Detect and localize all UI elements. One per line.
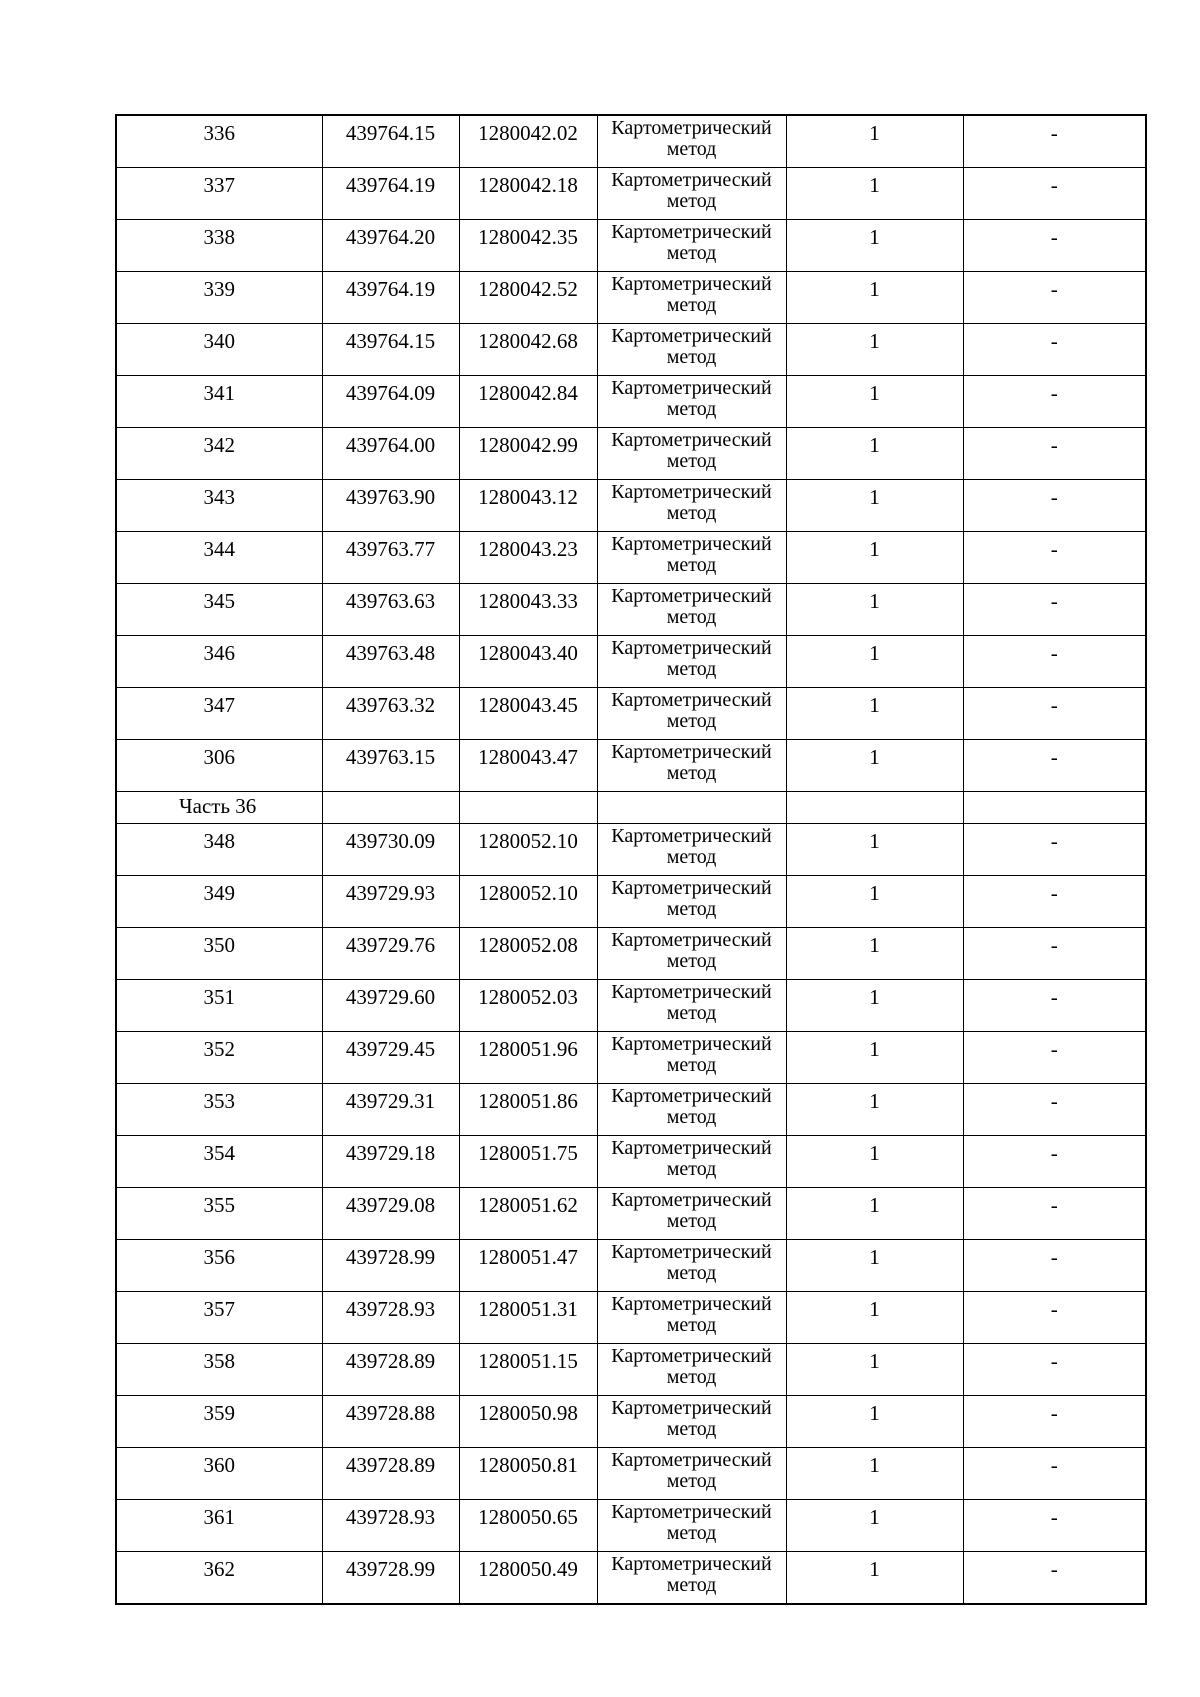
point-number: 338 [116,220,322,272]
method-text-line: метод [666,242,717,264]
coordinate-y: 1280051.62 [459,1188,597,1240]
table-row [116,1084,1146,1136]
note: - [963,740,1146,792]
coordinate-x: 439764.15 [322,115,459,168]
coordinate-x: 439763.77 [322,532,459,584]
method-cell [597,376,786,428]
note: - [963,1396,1146,1448]
method-text-line: Картометрический [611,981,772,1003]
point-number: 358 [116,1344,322,1396]
point-number: 356 [116,1240,322,1292]
table-row [116,740,1146,792]
method-cell [597,324,786,376]
method-text-line: метод [666,138,717,160]
note: - [963,1032,1146,1084]
accuracy: 1 [786,1084,963,1136]
coordinate-x: 439764.15 [322,324,459,376]
method-text-line: Картометрический [611,1345,772,1367]
method-cell [597,824,786,876]
point-number: 353 [116,1084,322,1136]
accuracy: 1 [786,1292,963,1344]
table-row [116,1136,1146,1188]
note: - [963,1188,1146,1240]
note: - [963,1448,1146,1500]
table-row [116,115,1146,168]
table-row [116,980,1146,1032]
coordinate-y: 1280051.47 [459,1240,597,1292]
method-cell [597,1188,786,1240]
method-cell [597,272,786,324]
accuracy: 1 [786,1136,963,1188]
table-row [116,220,1146,272]
method-text-line: Картометрический [611,689,772,711]
table-row [116,532,1146,584]
table-row [116,480,1146,532]
method-text-line: Картометрический [611,741,772,763]
method-cell [597,1552,786,1605]
note: - [963,376,1146,428]
method-text-line: метод [666,190,717,212]
note: - [963,688,1146,740]
table-row [116,324,1146,376]
coordinate-x: 439729.60 [322,980,459,1032]
method-text-line: Картометрический [611,1033,772,1055]
method-cell [597,428,786,480]
coordinate-y: 1280051.75 [459,1136,597,1188]
accuracy: 1 [786,740,963,792]
note: - [963,876,1146,928]
coordinate-y: 1280043.40 [459,636,597,688]
coordinate-y: 1280052.10 [459,824,597,876]
accuracy: 1 [786,928,963,980]
empty-cell [322,792,459,824]
method-cell [597,115,786,168]
coordinate-y: 1280042.35 [459,220,597,272]
method-text-line: метод [666,502,717,524]
point-number: 359 [116,1396,322,1448]
accuracy: 1 [786,324,963,376]
accuracy: 1 [786,636,963,688]
method-text-line: метод [666,554,717,576]
method-text-line: Картометрический [611,1397,772,1419]
table-row [116,1396,1146,1448]
note: - [963,1500,1146,1552]
coordinate-y: 1280042.52 [459,272,597,324]
coordinate-x: 439729.31 [322,1084,459,1136]
method-text-line: Картометрический [611,1085,772,1107]
point-number: 337 [116,168,322,220]
accuracy: 1 [786,876,963,928]
note: - [963,532,1146,584]
method-cell [597,1396,786,1448]
point-number: 344 [116,532,322,584]
method-text-line: Картометрический [611,1189,772,1211]
method-text-line: Картометрический [611,533,772,555]
method-cell [597,168,786,220]
point-number: 343 [116,480,322,532]
coordinate-x: 439763.15 [322,740,459,792]
coordinate-x: 439728.93 [322,1500,459,1552]
table-row [116,636,1146,688]
point-number: 336 [116,115,322,168]
method-text-line: метод [666,606,717,628]
note: - [963,480,1146,532]
accuracy: 1 [786,168,963,220]
point-number: 306 [116,740,322,792]
part-label: Часть 36 [116,792,322,824]
method-text-line: Картометрический [611,429,772,451]
point-number: 347 [116,688,322,740]
method-cell [597,928,786,980]
method-cell [597,1500,786,1552]
coordinate-x: 439728.99 [322,1240,459,1292]
method-text-line: Картометрический [611,221,772,243]
method-text-line: метод [666,1470,717,1492]
coordinate-x: 439728.99 [322,1552,459,1605]
point-number: 340 [116,324,322,376]
accuracy: 1 [786,980,963,1032]
method-text-line: Картометрический [611,1293,772,1315]
method-text-line: Картометрический [611,585,772,607]
coordinate-y: 1280043.23 [459,532,597,584]
method-text-line: Картометрический [611,169,772,191]
method-text-line: Картометрический [611,1501,772,1523]
coordinate-y: 1280052.08 [459,928,597,980]
method-text-line: Картометрический [611,1449,772,1471]
coordinate-x: 439764.19 [322,272,459,324]
note: - [963,324,1146,376]
point-number: 351 [116,980,322,1032]
note: - [963,1344,1146,1396]
coordinate-x: 439729.45 [322,1032,459,1084]
accuracy: 1 [786,824,963,876]
method-text-line: метод [666,294,717,316]
table-row [116,688,1146,740]
method-text-line: метод [666,1314,717,1336]
method-text-line: метод [666,950,717,972]
coordinate-x: 439728.93 [322,1292,459,1344]
point-number: 354 [116,1136,322,1188]
coordinate-x: 439763.48 [322,636,459,688]
note: - [963,824,1146,876]
table-row [116,1032,1146,1084]
coordinate-y: 1280042.68 [459,324,597,376]
point-number: 349 [116,876,322,928]
coordinate-x: 439764.00 [322,428,459,480]
table-row [116,1344,1146,1396]
accuracy: 1 [786,220,963,272]
coordinate-y: 1280043.47 [459,740,597,792]
empty-cell [597,792,786,824]
coordinate-x: 439729.08 [322,1188,459,1240]
note: - [963,980,1146,1032]
part-header-row [116,792,1146,824]
method-cell [597,1032,786,1084]
method-text-line: метод [666,1522,717,1544]
method-text-line: Картометрический [611,825,772,847]
empty-cell [786,792,963,824]
accuracy: 1 [786,376,963,428]
note: - [963,1084,1146,1136]
table-row [116,1240,1146,1292]
coordinate-y: 1280042.02 [459,115,597,168]
note: - [963,168,1146,220]
point-number: 362 [116,1552,322,1605]
coordinate-x: 439763.63 [322,584,459,636]
coordinate-y: 1280051.15 [459,1344,597,1396]
method-cell [597,1084,786,1136]
table-row [116,376,1146,428]
point-number: 339 [116,272,322,324]
coordinate-x: 439728.89 [322,1448,459,1500]
method-text-line: Картометрический [611,117,772,139]
accuracy: 1 [786,584,963,636]
method-text-line: метод [666,1106,717,1128]
table-row [116,584,1146,636]
coordinate-x: 439764.19 [322,168,459,220]
document-page [115,114,1145,1605]
coordinate-y: 1280051.96 [459,1032,597,1084]
accuracy: 1 [786,115,963,168]
method-text-line: метод [666,1002,717,1024]
coordinate-y: 1280043.12 [459,480,597,532]
method-cell [597,1448,786,1500]
method-text-line: Картометрический [611,1241,772,1263]
coordinate-y: 1280043.33 [459,584,597,636]
coordinate-x: 439764.09 [322,376,459,428]
coordinate-x: 439763.90 [322,480,459,532]
coordinate-x: 439728.88 [322,1396,459,1448]
point-number: 360 [116,1448,322,1500]
coordinate-x: 439729.76 [322,928,459,980]
point-number: 346 [116,636,322,688]
point-number: 355 [116,1188,322,1240]
method-cell [597,688,786,740]
method-text-line: Картометрический [611,637,772,659]
point-number: 350 [116,928,322,980]
method-text-line: Картометрический [611,481,772,503]
coordinate-y: 1280042.84 [459,376,597,428]
coordinate-y: 1280052.10 [459,876,597,928]
table-row [116,876,1146,928]
note: - [963,272,1146,324]
table-row [116,1448,1146,1500]
table-row [116,1292,1146,1344]
method-text-line: метод [666,450,717,472]
note: - [963,636,1146,688]
point-number: 345 [116,584,322,636]
method-cell [597,1240,786,1292]
method-cell [597,740,786,792]
accuracy: 1 [786,1500,963,1552]
table-row [116,1552,1146,1605]
note: - [963,1240,1146,1292]
method-cell [597,636,786,688]
coordinates-table-body [116,115,1146,1604]
coordinate-y: 1280043.45 [459,688,597,740]
method-text-line: метод [666,1158,717,1180]
method-text-line: метод [666,398,717,420]
method-text-line: метод [666,1262,717,1284]
coordinate-y: 1280050.49 [459,1552,597,1605]
coordinate-x: 439763.32 [322,688,459,740]
accuracy: 1 [786,1240,963,1292]
method-text-line: метод [666,710,717,732]
coordinate-x: 439729.18 [322,1136,459,1188]
method-cell [597,584,786,636]
coordinate-y: 1280050.65 [459,1500,597,1552]
accuracy: 1 [786,428,963,480]
method-cell [597,980,786,1032]
method-text-line: метод [666,1054,717,1076]
accuracy: 1 [786,532,963,584]
method-text-line: Картометрический [611,877,772,899]
coordinate-x: 439729.93 [322,876,459,928]
method-text-line: Картометрический [611,1553,772,1575]
coordinate-y: 1280051.86 [459,1084,597,1136]
method-cell [597,1136,786,1188]
accuracy: 1 [786,272,963,324]
method-text-line: метод [666,846,717,868]
method-text-line: Картометрический [611,325,772,347]
point-number: 341 [116,376,322,428]
method-text-line: метод [666,1418,717,1440]
coordinate-y: 1280042.18 [459,168,597,220]
method-text-line: Картометрический [611,377,772,399]
method-text-line: метод [666,1210,717,1232]
coordinate-y: 1280050.98 [459,1396,597,1448]
coordinate-x: 439730.09 [322,824,459,876]
method-cell [597,220,786,272]
accuracy: 1 [786,1552,963,1605]
method-text-line: метод [666,658,717,680]
method-text-line: метод [666,346,717,368]
note: - [963,584,1146,636]
method-text-line: Картометрический [611,273,772,295]
point-number: 342 [116,428,322,480]
empty-cell [459,792,597,824]
coordinate-y: 1280050.81 [459,1448,597,1500]
table-row [116,168,1146,220]
table-row [116,824,1146,876]
method-text-line: метод [666,1574,717,1596]
accuracy: 1 [786,1188,963,1240]
method-text-line: метод [666,762,717,784]
method-text-line: Картометрический [611,1137,772,1159]
table-row [116,1188,1146,1240]
accuracy: 1 [786,1344,963,1396]
method-cell [597,480,786,532]
coordinate-y: 1280042.99 [459,428,597,480]
note: - [963,1552,1146,1605]
table-row [116,272,1146,324]
point-number: 357 [116,1292,322,1344]
method-cell [597,1292,786,1344]
accuracy: 1 [786,1448,963,1500]
accuracy: 1 [786,1396,963,1448]
accuracy: 1 [786,688,963,740]
table-row [116,428,1146,480]
method-text-line: Картометрический [611,929,772,951]
point-number: 352 [116,1032,322,1084]
coordinate-x: 439764.20 [322,220,459,272]
note: - [963,928,1146,980]
point-number: 361 [116,1500,322,1552]
table-row [116,1500,1146,1552]
coordinate-x: 439728.89 [322,1344,459,1396]
point-number: 348 [116,824,322,876]
coordinate-y: 1280052.03 [459,980,597,1032]
method-text-line: метод [666,898,717,920]
table-row [116,928,1146,980]
note: - [963,428,1146,480]
coordinate-y: 1280051.31 [459,1292,597,1344]
method-cell [597,876,786,928]
accuracy: 1 [786,480,963,532]
method-cell [597,1344,786,1396]
empty-cell [963,792,1146,824]
accuracy: 1 [786,1032,963,1084]
coordinates-table [115,114,1147,1605]
note: - [963,1136,1146,1188]
note: - [963,220,1146,272]
method-text-line: метод [666,1366,717,1388]
note: - [963,115,1146,168]
note: - [963,1292,1146,1344]
method-cell [597,532,786,584]
